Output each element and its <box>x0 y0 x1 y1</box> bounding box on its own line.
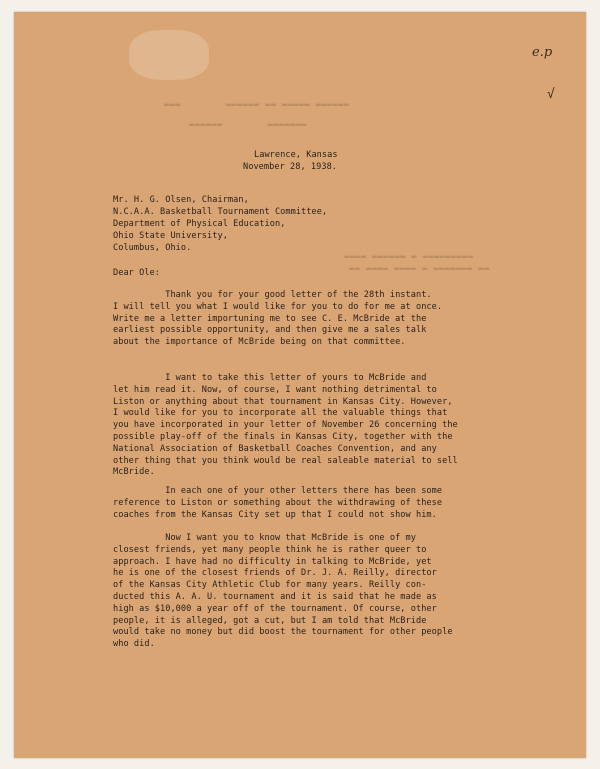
body-paragraph: Now I want you to know that McBride is one of my closest friends, yet many people think he is rather queer to approach. I have had no difficulty in talking to McBride, yet he is one of the closest friends of Dr. J. A. Reilly, director of the Kansas City Athletic Club for many years. Reilly con- ducted this A. A. U. tournament and it is said that he made as high as $10,000 a year off of the tournament. Of course, other people, it is alleged, got a cut, but I am told that McBride would take no money but did boost the tournament for other people who did. <box>113 533 453 650</box>
salutation: Dear Ole: <box>113 268 161 278</box>
addressee-line: Ohio State University, <box>113 231 228 241</box>
corner-handwritten-mark: e.p <box>532 45 553 60</box>
addressee-line: Columbus, Ohio. <box>113 243 192 253</box>
addressee-line: Mr. H. G. Olsen, Chairman, <box>113 195 249 205</box>
bleed-through-text: ▬▬ ▬▬▬▬ ▬▬▬▬ ▬ ▬▬▬▬▬▬▬ ▬▬ <box>349 264 490 274</box>
letter-date: November 28, 1938. <box>243 162 338 172</box>
letter-page <box>14 12 586 758</box>
bleed-through-text: ▬▬▬▬ ▬▬▬▬▬▬ ▬ ▬▬▬▬▬▬▬▬▬ <box>344 252 474 262</box>
body-paragraph: In each one of your other letters there has been some reference to Liston or something about the withdrawing of these coaches from the Kansas City set up that I could not show him. <box>113 486 443 520</box>
body-paragraph: I want to take this letter of yours to McBride and let him read it. Now, of course, I want nothing detrimental to Liston or anything about that tournament in Kansas City. However, I would like for you to incorporate all the valuable things that you have incorporated in your letter of November 26 concerning the possible play-off of the finals in Kansas City, together with the National Association of Basketball Coaches Convention, and any other thing that you think would be real saleable material to sell McBride. <box>113 373 458 478</box>
check-mark: √ <box>547 87 555 102</box>
body-paragraph: Thank you for your good letter of the 28th instant. I will tell you what I would like for you to do for me at once. Write me a letter importuning me to see C. E. McBride at the earliest possible opportunity, and then give me a sales talk about the importance of McBride being on that committee. <box>113 290 443 348</box>
bleed-through-text: ▬▬▬ ▬▬▬▬▬▬ ▬▬ ▬▬▬▬▬ ▬▬▬▬▬▬ <box>164 100 350 110</box>
bleed-through-text: ▬▬▬▬▬▬ ▬▬▬▬▬▬▬ <box>189 120 307 130</box>
paper-stain <box>129 30 209 80</box>
addressee-line: Department of Physical Education, <box>113 219 286 229</box>
letter-place: Lawrence, Kansas <box>254 150 338 160</box>
addressee-line: N.C.A.A. Basketball Tournament Committee, <box>113 207 328 217</box>
